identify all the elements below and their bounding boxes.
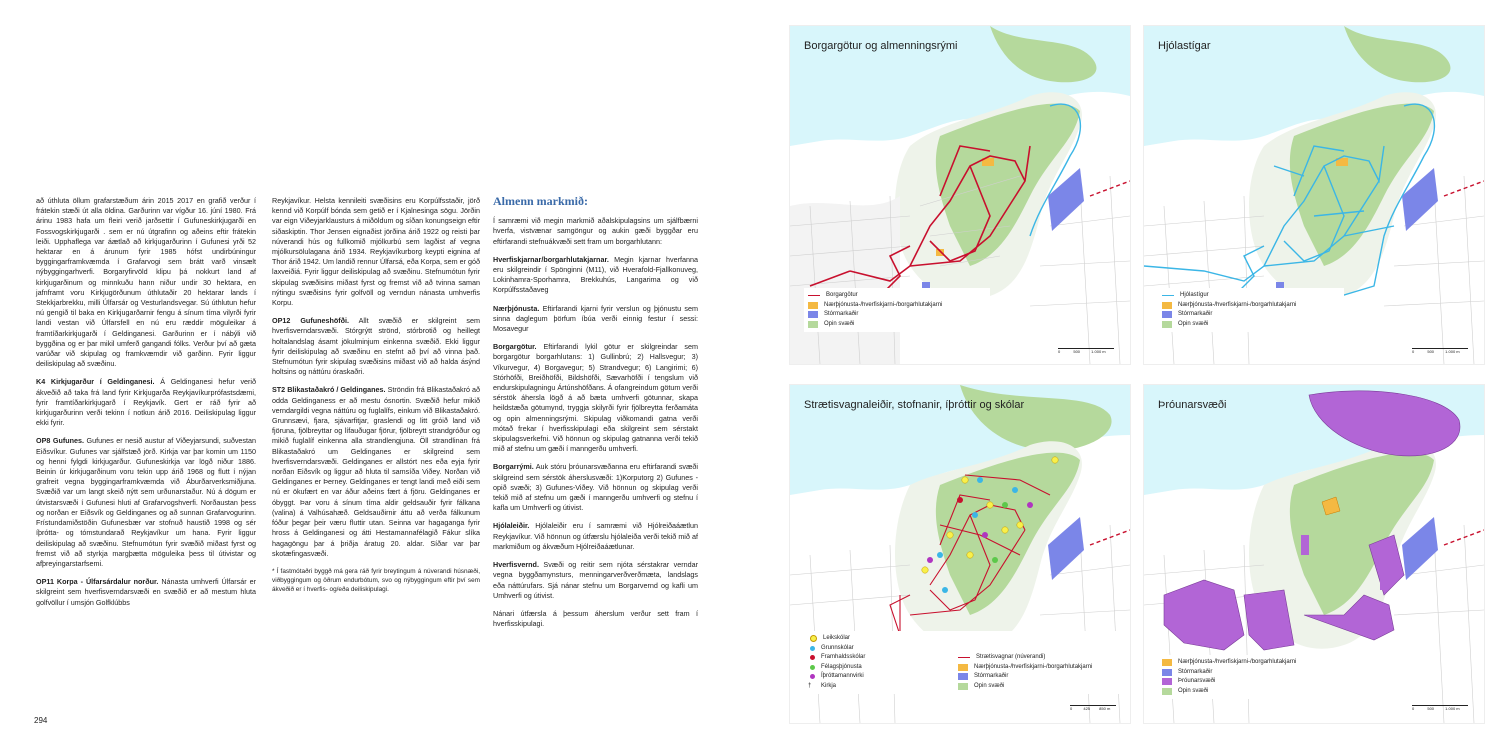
section-text: Ströndin frá Blikastaðakró að odda Geldinganess er að mestu ósnortin. Svæðið hefur mikið verndargildi vegna náttúru og fuglalífs, einkum við Blikastaðakró. Grunnsævi, fjara, sjávarfitjar, graslendi og litt gróið land við fjöruna, fjölbreyttar og lífauðugar fjörur, fjölbreytt strandgróður og mikið fuglalíf einkenna alla strandlengjuna. Öll strandlinan frá Blikastaðakró um Geldinganes er skilgreind sem hverfisverndarsvæði. Geldinganes er allstórt nes eða eyja fyrir norðan Eiðsvík og liggur að hluta til samsíða Viðey. Norðan við Geldinganes er Þerney. Geldinganes er tengt landi með eiði sem nú er ökufært en var áður aðeins fært á fjöru. Geldinganes er óbyggt. Þar voru á sínum tíma aldir geldsauðir fyrir fálkana (valina) á Valhúsahæð. Geldsauðirnir áttu að verða fálkunum fóður þegar þeir væru fluttir utan. Seinna var hagaganga fyrir hross á Geldinganesi og átti Hestamannafélagið Fákur slíka hagagöngu þar á þriðja áratug 20. aldar. Síðar var þar skotæfingasvæði. [272,385,481,558]
page-number-left: 294 [34,716,48,725]
legend-item [958,663,1123,673]
legend-label: Grunnskólar [821,644,854,651]
legend-column-left [808,634,958,691]
section-heading: Almenn markmið: [493,194,588,208]
section-text: Hjólaleiðir eru í samræmi við Hjólreiðaáætlun Reykjavíkur. Við hönnun og útfærslu hjólaleiða verði tekið mið af markmiðum og ákvæðum Hjólreiðaáætlunar. [493,521,698,551]
legend-item [1162,310,1340,320]
section-text: Svæði og reitir sem njóta sérstakrar verndar vegna byggðamynsturs, menningarverðverðmæta, landslags eða náttúrufars. Sjá nánar stefnu um Borgarvernd og kafli um Umhverfi og útivist. [493,560,699,600]
paragraph [36,436,256,569]
swatch-icon [1162,302,1172,309]
paragraph: að úthluta öllum grafarstæðum árin 2015 2017 en grafið verður í frátekin stæði út alla öldina. Garðurinn var vígður 16. júní 1980. Frá árinu 1983 hafa um fleiri verið jarðsettir í Gufuneskirkjugarði en Fossvogskirkjugarði . sem er nú útgrafinn og aðeins eftir frátekin leiði. Upphaflega var áætlað að kirkjugarðurinn í Gufunesi yrði 52 hektarar en á árunum fyrir 1985 hófst undirbúningur byggingarframkvæmda í Grafarvogi sem brátt varð vinsælt nýbyggingarhverfi. Borgaryfirvöld klipu þá nokkurt land af kirkjugarðinum og minnkuðu hann niður undir 30 hektara, en jafnframt voru Kirkjugörðunum úthlutaðir 20 hektarar lands í Stekkjarbrekku, milli Úlfarsár og Vesturlandsvegar. Sú úthlutun hefur nú gengið til baka en Kirkjugarðarnir fengu á sínum tíma vilyrði fyrir landi vestan við Úlfarsfell en nú eru ræddir möguleikar á framtíðarkirkjugarði í Geldinganesi. Garðurinn er í nábýli við byggðina og er þar mikil umferð gangandi fólks. Verður því að gæta varúðar við skipulag og framkvæmdir við garðinn. Fyrir liggur deiliskipulag að svæðinu. [36,196,256,369]
paragraph: Reykjavíkur. Helsta kennileiti svæðisins eru Korpúlfsstaðir, jörð kennd við Korpúlf bónda sem getið er í Kjalnesinga sögu. Jörðin var eign Viðeyjarklausturs á miðöldum og síðan konungseign eftir siðaskiptin. Thor Jensen eignaðist jörðina árið 1922 og reisti þar núverandi hús og fullkomið mjólkurbú sem lagðist af vegna mjólkursölulagana árið 1934. Reykjavíkurborg keypti eignina af Thor árið 1942. Um landið rennur Úlfarsá, eða Korpa, sem er góð laxveiðiá. Fyrir liggur deiliskipulag að svæðinu. Stefnumótun fyrir skipulag svæðisins miðast fyrst og fremst við að tvinna saman nýtingu svæðisins fyrir golfvöll og verndun nánasta umhverfis Korpu. [272,196,480,308]
legend-item [958,682,1123,692]
swatch-icon [1162,659,1172,666]
swatch-icon [1162,321,1172,328]
legend-column-right [958,634,1123,691]
legend-item [808,310,986,320]
legend-item [808,644,958,654]
legend-label: Nærþjónusta-/hverfiskjarni-/borgarhlutakjarni [1178,659,1297,666]
swatch-icon [1162,669,1172,676]
section-title: Borgargötur. [493,342,537,352]
legend-label: Stórmarkaðir [1178,668,1213,675]
swatch-icon [808,302,818,309]
text-column-2 [272,196,480,602]
sports-dot-icon [810,674,815,679]
scale-label: 0 [1412,706,1415,711]
paragraph [36,577,256,608]
legend-label: Nærþjónusta-/hverfiskjarni-/borgarhlutakjarni [824,301,943,308]
map-legend [1158,655,1344,699]
legend-label: Strætisvagnar (núverandi) [976,654,1046,661]
section-title: Borgarrými. [493,462,534,472]
legend-item [808,634,958,644]
paragraph [493,255,698,296]
paragraph [272,385,480,558]
swatch-icon [958,683,968,690]
legend-item [1162,658,1340,668]
legend-item [958,653,1123,663]
legend-label: Borgargötur [826,292,858,299]
legend-item [808,301,986,311]
map-legend [1158,288,1344,332]
paragraph [493,521,698,552]
section-text: Á Geldinganesi hefur verið ákveðið að taka frá land fyrir Kirkjugarða Reykjavíkurprófastsdæmi, fyrir framtíðarkirkjugarð í Reykjavík. Gert er ráð fyrir að kirkjugarðurinn verði tekinn í notkun árið 2016. Deiliskipulag liggur ekki fyrir. [36,377,257,428]
swatch-icon [958,664,968,671]
legend-label: Opin svæði [1178,687,1209,694]
legend-item [1162,687,1340,697]
footnote: * Í fastmótaðri byggð má gera ráð fyrir breytingum á núverandi húsnæði, viðbyggingum og öðrum endurbótum, svo og nýbyggingum eftir því sem ákveðið er í hverfis- og/eða deiliskipulagi. [272,567,480,593]
section-text: Allt svæðið er skilgreint sem hverfisverndarsvæði. Stórgrýtt strönd, stórbrotið og heillegt holtalandslag ásamt jökulminjum einkenna svæðið. Ekki liggur fyrir deiliskipulag að svæðinu en stefnt að því að vinna það. Stefnumótun fyrir skipulag svæðisins miðast við að halda ásýnd holtsins og náttúru óraskaðri. [272,316,480,377]
map-title: Strætisvagnaleiðir, stofnanir, íþróttir og skólar [804,399,1025,411]
map-borgargotur [789,25,1131,365]
scale-label: 500 [1427,706,1435,711]
section-text: Eftirfarandi lykil götur er skilgreindar sem borgargötur borgarhlutans: 1) Gullinbrú; 2) Hallsvegur; 3) Víkurvegur, 4) Borgavegur; 5) Strandvegur; 6) Langirimi; 6) Stórhöfði, Breiðhöfði, Bildshöfði, Sævarhöfði í tengslum við endurskipulagningu Ártúnshöfðans. Á ofangreindum götum verði sérstök áhersla lögð á að bæta umhverfi götunnar, skapa heildstæða götumynd, tryggja skilyrði fyrir fjölbreytta ferðamáta og opin almenningsrými. Skipulag viðkomandi gatna verði mótað frekar í hverfisskipulagi eða skilgreint sem sérstakt skipulagsverkefni. Við hönnun og skipulag gatnanna verði tekið mið af stefnu um gæði í manngerðu umhverfi. [493,342,698,454]
line-swatch-icon [958,657,970,658]
section-title: Hjólaleiðir. [493,521,530,531]
swatch-icon [808,311,818,318]
map-legend [804,631,1131,694]
legend-label: Framhaldsskólar [821,654,866,661]
swatch-icon [1162,678,1172,685]
map-throunarsvaedi [1143,384,1485,724]
swatch-icon [958,673,968,680]
section-title: OP8 Gufunes. [36,436,85,446]
swatch-icon [808,321,818,328]
scale-bar [1070,705,1116,711]
paragraph [36,377,256,428]
legend-label: Opin svæði [824,320,855,327]
paragraph [493,560,698,601]
legend-item [1162,320,1340,330]
scale-bar [1412,705,1468,711]
legend-item [808,291,986,301]
scale-label: 500 [1073,349,1081,354]
legend-label: Nærþjónusta-/hverfiskjarni-/borgarhlutakjarni [974,663,1093,670]
map-title: Hjólastígar [1158,40,1211,52]
scale-label: 0 [1070,706,1073,711]
section-text: Eftirfarandi kjarni fyrir verslun og þjónustu sem sinna daglegum þörfum íbúa verði einnig festur í sessi: Mosavegur [493,303,698,334]
section-title: Nærþjónusta. [493,303,540,313]
legend-item [1162,291,1340,301]
scale-label: 0 [1412,349,1415,354]
paragraph [493,342,698,454]
scale-label: 1.000 m [1091,349,1106,354]
legend-label: Hjólastígur [1180,292,1209,299]
legend-item [808,653,958,663]
line-swatch-icon [1162,295,1174,296]
section-title: ST2 Blikastaðakró / Geldinganes. [272,385,386,395]
text-column-3 [493,196,698,637]
paragraph [493,304,698,335]
text-column-1 [36,196,256,616]
legend-label: Nærþjónusta-/hverfiskjarni-/borgarhlutakjarni [1178,301,1297,308]
legend-item [808,672,958,682]
section-text: Megin kjarnar hverfanna eru skilgreindir í Spönginni (M11), við Hverafold-Fjallkonuveg, Lokinhamra-Sporhamra, Brekkuhús, Langarima og við Korpúlfsstaðaveg [493,254,699,295]
section-title: Hverfisvernd. [493,560,539,570]
legend-label: Íþróttamannvirki [821,673,864,680]
section-title: Hverfiskjarnar/borgarhlutakjarnar. [493,254,609,264]
scale-label: 0 [1058,349,1061,354]
map-legend [804,288,990,332]
legend-item [1162,677,1340,687]
church-icon: † [808,682,812,689]
legend-item [808,682,958,692]
scale-label: 500 [1427,349,1435,354]
social-service-dot-icon [810,665,815,670]
scale-label: 1.000 m [1445,706,1460,711]
section-title: OP12 Gufuneshöfði. [272,316,350,326]
map-hjolastigar [1143,25,1485,365]
scale-label: 425 [1083,706,1091,711]
paragraph: Í samræmi við megin markmið aðalskipulagsins um sjálfbærni hverfa, vistvænar samgöngur og aukin gæði byggðar eru eftirfarandi stefnuákvæði sett fram um borgarhlutann: [493,216,698,246]
map-title: Borgargötur og almenningsrými [804,40,958,52]
legend-label: Leikskólar [823,635,851,642]
section-text: Auk stóru þróunarsvæðanna eru eftirfarandi svæði skilgreind sem sérstök áherslusvæði: 1)Korputorg 2) Gufunes - opið svæði; 3) Gufunes-Viðey. Við hönnun og skipulag verði tekið mið af stefnu um gæði í manngerðu umhverfi og stefnu í kafla um Umhverfi og útivist. [493,462,698,513]
kindergarten-dot-icon [810,635,817,642]
legend-item [1162,301,1340,311]
legend-label: Kirkja [821,682,837,689]
section-title: OP11 Korpa - Úlfarsárdalur norður. [36,577,159,587]
map-straetisvagnaleidir [789,384,1131,724]
legend-label: Þróunarsvæði [1178,678,1216,685]
scale-bar [1058,348,1114,354]
legend-label: Félagsþjónusta [821,663,862,670]
paragraph: Nánari útfærsla á þessum áherslum verður sett fram í hverfisskipulagi. [493,608,698,629]
legend-label: Opin svæði [1178,320,1209,327]
legend-label: Stórmarkaðir [1178,311,1213,318]
legend-item [958,672,1123,682]
scale-label: 850 m [1099,706,1111,711]
scale-label: 1.000 m [1445,349,1460,354]
line-swatch-icon [808,295,820,296]
legend-item [1162,668,1340,678]
legend-item [808,663,958,673]
swatch-icon [1162,688,1172,695]
section-title: K4 Kirkjugarður í Geldinganesi. [36,377,155,387]
section-text: Nánasta umhverfi Úlfarsár er skilgreint sem hverfisverndarsvæði en svæðið er að mestum hluta golfvöllur í umsjón Golfklúbbs [36,577,256,607]
paragraph [272,316,480,377]
legend-label: Stórmarkaðir [974,673,1009,680]
legend-label: Opin svæði [974,682,1005,689]
swatch-icon [1162,311,1172,318]
paragraph [493,462,698,513]
college-dot-icon [810,655,815,660]
school-dot-icon [810,646,815,651]
legend-label: Stórmarkaðir [824,311,859,318]
section-text: Gufunes er nesið austur af Viðeyjarsundi, suðvestan Eiðsvíkur. Gufunes var sjálfstæð jörð. Kirkja var þar komin um 1150 og henni fylgdi kirkjugarður. Gufuneskirkja var lögð niður 1886. Beinin úr kirkjugarðinum voru tekin upp árið 1968 og flutt í nýjan grafreit vegna byggingarframkvæmda við Áburðarverksmiðjuna. Svæðið var um langt skeið nýtt sem urðunarstaður. Nú á dögum er útvistarsvæði í Gufunesi hluti af Grafarvogshverfi. Norðaustan þess og norðan er Eiðsvík og Geldinganes og að sunnan Grafarvogurinn. Frístundamiðstöðin Gufunesbær var stofnuð haustið 1998 og sér íþrótta- og tómstundarað Reykjavíkur um hana. Fyrir liggur deiliskipulag að svæðinu. Stefnumótun fyrir svæðið miðast fyrst og fremst við að styrkja margþætta möguleika þess til útivistar og afþreyingarstarfsemi. [36,436,256,568]
legend-item [808,320,986,330]
map-title: Þróunarsvæði [1158,399,1227,411]
scale-bar [1412,348,1468,354]
